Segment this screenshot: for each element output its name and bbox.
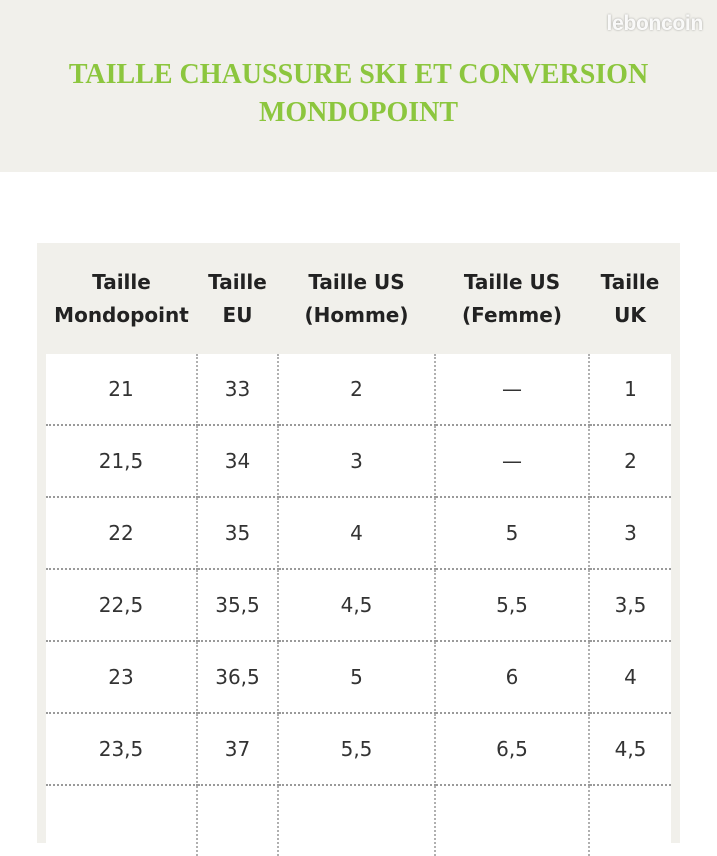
cell-eu: [197, 785, 278, 856]
cell-eu: 37: [197, 713, 278, 785]
cell-mondopoint: 23: [46, 641, 197, 713]
cell-eu: 33: [197, 354, 278, 425]
cell-us-homme: 3: [278, 425, 435, 497]
leboncoin-watermark: leboncoin: [606, 12, 703, 35]
table-row: [46, 713, 671, 785]
cell-us-femme: —: [435, 425, 589, 497]
cell-uk: 1: [589, 354, 671, 425]
cell-us-homme: 4,5: [278, 569, 435, 641]
cell-mondopoint: 21,5: [46, 425, 197, 497]
size-conversion-table: [46, 243, 671, 856]
cell-us-homme: 5,5: [278, 713, 435, 785]
cell-mondopoint: [46, 785, 197, 856]
table-row: [46, 354, 671, 425]
table-row: [46, 425, 671, 497]
cell-uk: 4: [589, 641, 671, 713]
cell-mondopoint: 22,5: [46, 569, 197, 641]
cell-eu: 36,5: [197, 641, 278, 713]
cell-us-femme: 6,5: [435, 713, 589, 785]
page-title: [20, 56, 697, 132]
cell-mondopoint: 23,5: [46, 713, 197, 785]
cell-us-femme: 5: [435, 497, 589, 569]
cell-uk: 3,5: [589, 569, 671, 641]
cell-us-femme: [435, 785, 589, 856]
cell-uk: [589, 785, 671, 856]
cell-mondopoint: 22: [46, 497, 197, 569]
column-header-eu: Taille EU: [197, 243, 278, 354]
table-row: [46, 569, 671, 641]
column-header-us-homme: Taille US (Homme): [278, 243, 435, 354]
table-header-row: [46, 243, 671, 354]
column-header-us-femme: Taille US (Femme): [435, 243, 589, 354]
cell-us-femme: 6: [435, 641, 589, 713]
page-title-line-2: MONDOPOINT: [258, 97, 459, 128]
cell-uk: 2: [589, 425, 671, 497]
cell-us-homme: [278, 785, 435, 856]
cell-us-femme: —: [435, 354, 589, 425]
cell-us-homme: 2: [278, 354, 435, 425]
cell-us-homme: 5: [278, 641, 435, 713]
cell-mondopoint: 21: [46, 354, 197, 425]
cell-uk: 4,5: [589, 713, 671, 785]
cell-us-femme: 5,5: [435, 569, 589, 641]
column-header-mondopoint: Taille Mondopoint: [46, 243, 197, 354]
page-title-line-1: TAILLE CHAUSSURE SKI ET CONVERSION: [68, 59, 649, 90]
table-row: [46, 785, 671, 856]
cell-us-homme: 4: [278, 497, 435, 569]
cell-uk: 3: [589, 497, 671, 569]
table-row: [46, 497, 671, 569]
table-row: [46, 641, 671, 713]
cell-eu: 35: [197, 497, 278, 569]
cell-eu: 34: [197, 425, 278, 497]
column-header-uk: Taille UK: [589, 243, 671, 354]
cell-eu: 35,5: [197, 569, 278, 641]
